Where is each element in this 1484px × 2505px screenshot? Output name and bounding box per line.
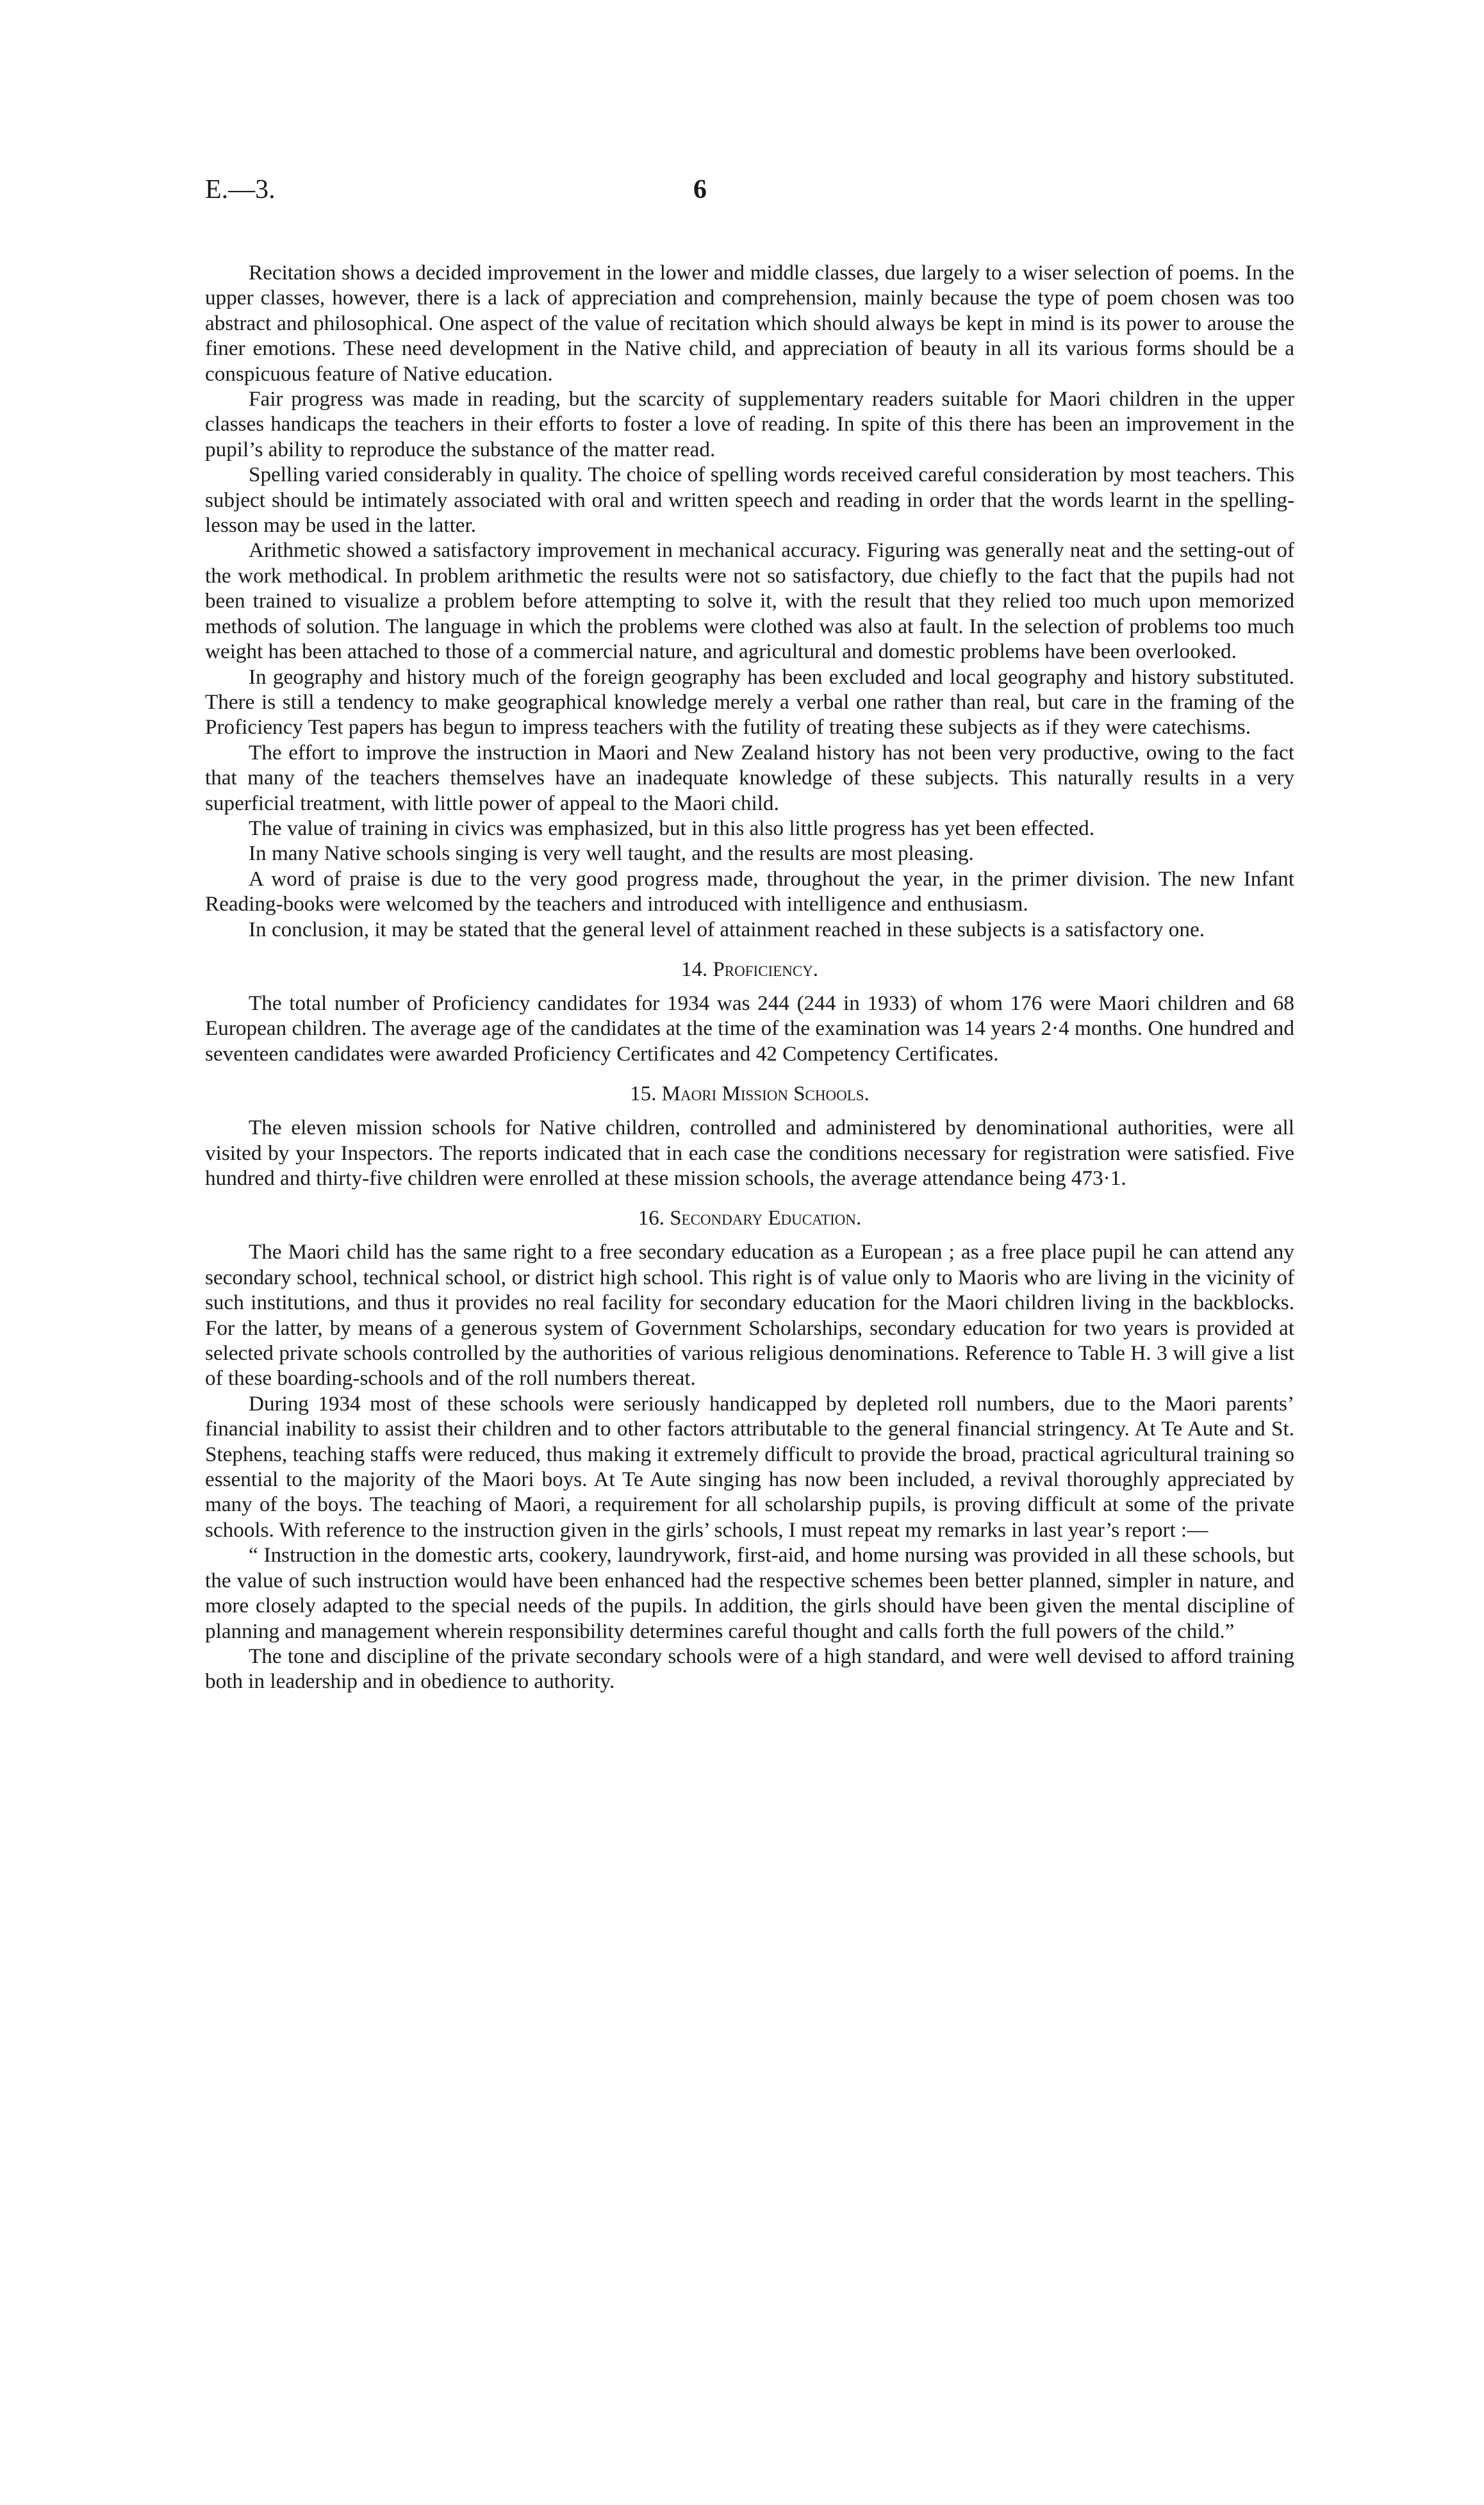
paragraph-secondary-1934: During 1934 most of these schools were seriously handicapped by depleted roll numbers, due to the Maori parents’ financial inability to assist their children and to other factors attributable to the general financial stringency. At Te Aute and St. Stephens, teaching staffs were reduced, thus making it extremely difficult to provide the broad, practical agricultural training so essential to the majority of the Maori boys. At Te Aute singing has now been included, a revival thoroughly appreciated by many of the boys. The teaching of Maori, a requirement for all scholarship pupils, is proving difficult at some of the private schools. With reference to the instruction given in the girls’ schools, I must repeat my remarks in last year’s report :— — [205, 1391, 1294, 1542]
section-heading-proficiency: 14. Proficiency. — [680, 957, 819, 981]
paragraph-geography: In geography and history much of the foreign geography has been excluded and local geography and history substituted. There is still a tendency to make geographical knowledge merely a verbal one rather than real, but care in the framing of the Proficiency Test papers has begun to impress teachers with the futility of treating these subjects as if they were catechisms. — [205, 665, 1294, 740]
paragraph-recitation: Recitation shows a decided improvement in the lower and middle classes, due largely to a wiser selection of poems. In the upper classes, however, there is a lack of appreciation and comprehension, mainly because the type of poem chosen was too abstract and philosophical. One aspect of the value of recitation which should always be kept in mind is its power to arouse the finer emotions. These need development in the Native child, and appreciation of beauty in all its various forms should be a conspicuous feature of Native education. — [205, 261, 1294, 386]
paragraph-secondary-rights: The Maori child has the same right to a free secondary education as a European ; as a free place pupil he can attend any secondary school, technical school, or district high school. This right is of value only to Maoris who are living in the vicinity of such institutions, and thus it provides no real facility for secondary education for the Maori children living in the backblocks. For the latter, by means of a generous system of Government Scholarships, secondary education for two years is provided at selected private schools controlled by the authorities of various religious denominations. Reference to Table H. 3 will give a list of these boarding-schools and of the roll numbers thereat. — [205, 1240, 1294, 1391]
paragraph-quoted-report: “ Instruction in the domestic arts, cookery, laundrywork, first-aid, and home nursing was provided in all these schools, but the value of such instruction would have been enhanced had the respective schemes been better planned, simpler in nature, and more closely adapted to the special needs of the pupils. In addition, the girls should have been given the mental discipline of planning and management wherein responsibility determines careful thought and calls forth the full powers of the child.” — [205, 1543, 1294, 1643]
paragraph-reading: Fair progress was made in reading, but the scarcity of supplementary readers suitable for Maori children in the upper classes handicaps the teachers in their efforts to foster a love of reading. In spite of this there has been an improvement in the pupil’s ability to reproduce the substance of the matter read. — [205, 387, 1294, 461]
paragraph-maori-history: The effort to improve the instruction in Maori and New Zealand history has not been very productive, owing to the fact that many of the teachers themselves have an inadequate knowledge of these subjects. This naturally results in a very superficial treatment, with little power of appeal to the Maori child. — [205, 740, 1294, 815]
paragraph-arithmetic: Arithmetic showed a satisfactory improvement in mechanical accuracy. Figuring was generally neat and the setting-out of the work methodical. In problem arithmetic the results were not so satisfactory, due chiefly to the fact that the pupils had not been trained to visualize a problem before attempting to solve it, with the result that they relied too much upon memorized methods of solution. The language in which the problems were clothed was also at fault. In the selection of problems too much weight has been attached to those of a commercial nature, and agricultural and domestic problems have been overlooked. — [205, 538, 1294, 664]
paragraph-tone-discipline: The tone and discipline of the private secondary schools were of a high standard, and were well devised to afford training both in leadership and in obedience to authority. — [205, 1644, 1294, 1694]
paragraph-civics: The value of training in civics was emphasized, but in this also little progress has yet been effected. — [249, 816, 1095, 840]
section-heading-mission-schools: 15. Maori Mission Schools. — [630, 1082, 870, 1106]
paragraph-proficiency: The total number of Proficiency candidates for 1934 was 244 (244 in 1933) of whom 176 were Maori children and 68 European children. The average age of the candidates at the time of the examination was 14 years 2·4 months. One hundred and seventeen candidates were awarded Proficiency Certificates and 42 Competency Certificates. — [205, 991, 1294, 1066]
paragraph-spelling: Spelling varied considerably in quality. The choice of spelling words received careful consideration by most teachers. This subject should be intimately associated with oral and written speech and reading in order that the words learnt in the spelling-lesson may be used in the latter. — [205, 463, 1294, 538]
series-code: E.—3. — [205, 175, 276, 204]
section-heading-secondary-education: 16. Secondary Education. — [638, 1207, 862, 1230]
page-number: 6 — [693, 175, 707, 204]
document-body — [205, 260, 1294, 1694]
paragraph-mission-schools: The eleven mission schools for Native children, controlled and administered by denominational authorities, were all visited by your Inspectors. The reports indicated that in each case the conditions necessary for registration were satisfied. Five hundred and thirty-five children were enrolled at these mission schools, the average attendance being 473·1. — [205, 1116, 1294, 1190]
page-header — [205, 174, 1294, 213]
paragraph-primer: A word of praise is due to the very good progress made, throughout the year, in the primer division. The new Infant Reading-books were welcomed by the teachers and introduced with intelligence and enthusiasm. — [205, 866, 1294, 916]
paragraph-conclusion: In conclusion, it may be stated that the general level of attainment reached in these subjects is a satisfactory one. — [249, 917, 1205, 941]
paragraph-singing: In many Native schools singing is very well taught, and the results are most pleasing. — [249, 841, 974, 866]
